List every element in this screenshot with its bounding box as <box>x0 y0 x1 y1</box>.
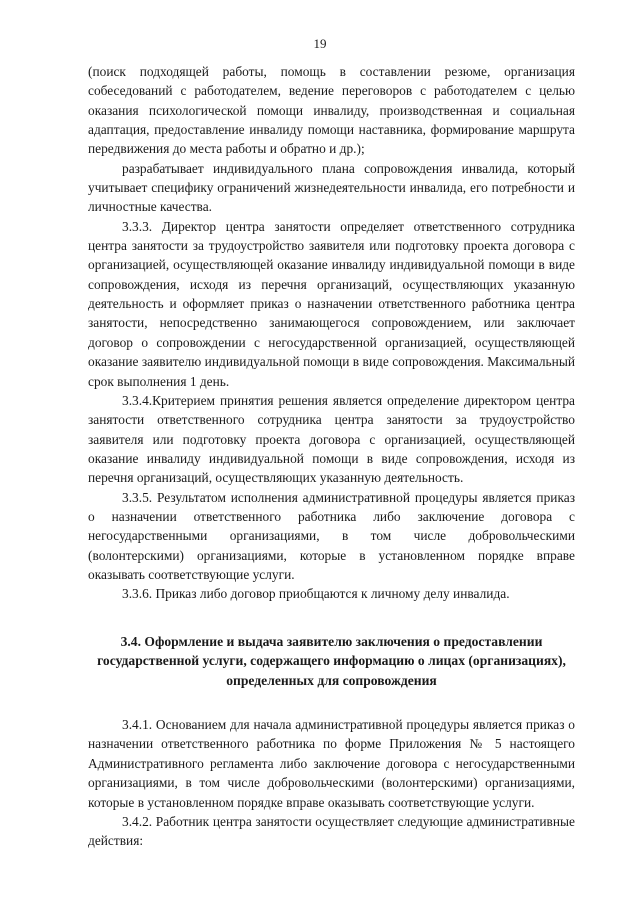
page-number: 19 <box>313 36 327 51</box>
paragraph-3-3-4: 3.3.4.Критерием принятия решения является определение директором центра занятости ответственного сотрудника центра занятости за трудоустройство заявителя или подготовку проекта договора с организацией, осуществляющей оказание инвалиду индивидуальной помощи в виде сопровождения, исходя из перечня организаций, осуществляющих указанную деятельность. <box>88 392 575 486</box>
paragraph-individual-plan: разрабатывает индивидуального плана сопровождения инвалида, который учитывает специфику ограничений жизнедеятельности инвалида, его потребности и личностные качества. <box>88 160 575 215</box>
paragraph-3-3-3: 3.3.3. Директор центра занятости определяет ответственного сотрудника центра занятости за трудоустройство заявителя или подготовку проекта договора с организацией, осуществляющей оказание инвалиду индивидуальной помощи в виде сопровождения, исходя из перечня организаций, осуществляющих указанную деятельность и оформляет приказ о назначении ответственного работника центра занятости, непосредственно занимающегося сопровождением, или заключает договор о сопровождении с негосударственной организацией, осуществляющей оказание заявителю индивидуальной помощи в виде сопровождения. Максимальный срок выполнения 1 день. <box>88 218 575 389</box>
paragraph-3-4-2: 3.4.2. Работник центра занятости осуществляет следующие административные действия: <box>88 813 575 849</box>
paragraph-job-search-support: (поиск подходящей работы, помощь в составлении резюме, организация собеседований с работодателем, ведение переговоров с работодателем с целью оказания психологической помощи инвалиду, производственная и социальная адаптация, предоставление инвалиду помощи наставника, формирование маршрута передвижения до места работы и обратно и др.); <box>88 64 575 157</box>
paragraph-3-3-6: 3.3.6. Приказ либо договор приобщаются к личному делу инвалида. <box>122 586 510 602</box>
document-body <box>88 62 575 851</box>
paragraph-3-3-5: 3.3.5. Результатом исполнения административной процедуры является приказ о назначении ответственного работника либо заключение договора с негосударственными организациями, в том числе добровольческими (волонтерскими) организациями, которые в установленном порядке вправе оказывать соответствующие услуги. <box>88 489 575 582</box>
section-heading-3-4: 3.4. Оформление и выдача заявителю заключения о предоставлении государственной услуги, содержащего информацию о лицах (организациях), определенных для сопровождения <box>97 633 566 688</box>
paragraph-3-4-1: 3.4.1. Основанием для начала административной процедуры является приказ о назначении ответственного работника по форме Приложения № 5 настоящего Административного регламента либо заключение договора с негосударственными организациями, в том числе добровольческими (волонтерскими) организациями, которые в установленном порядке вправе оказывать соответствующие услуги. <box>88 717 575 810</box>
